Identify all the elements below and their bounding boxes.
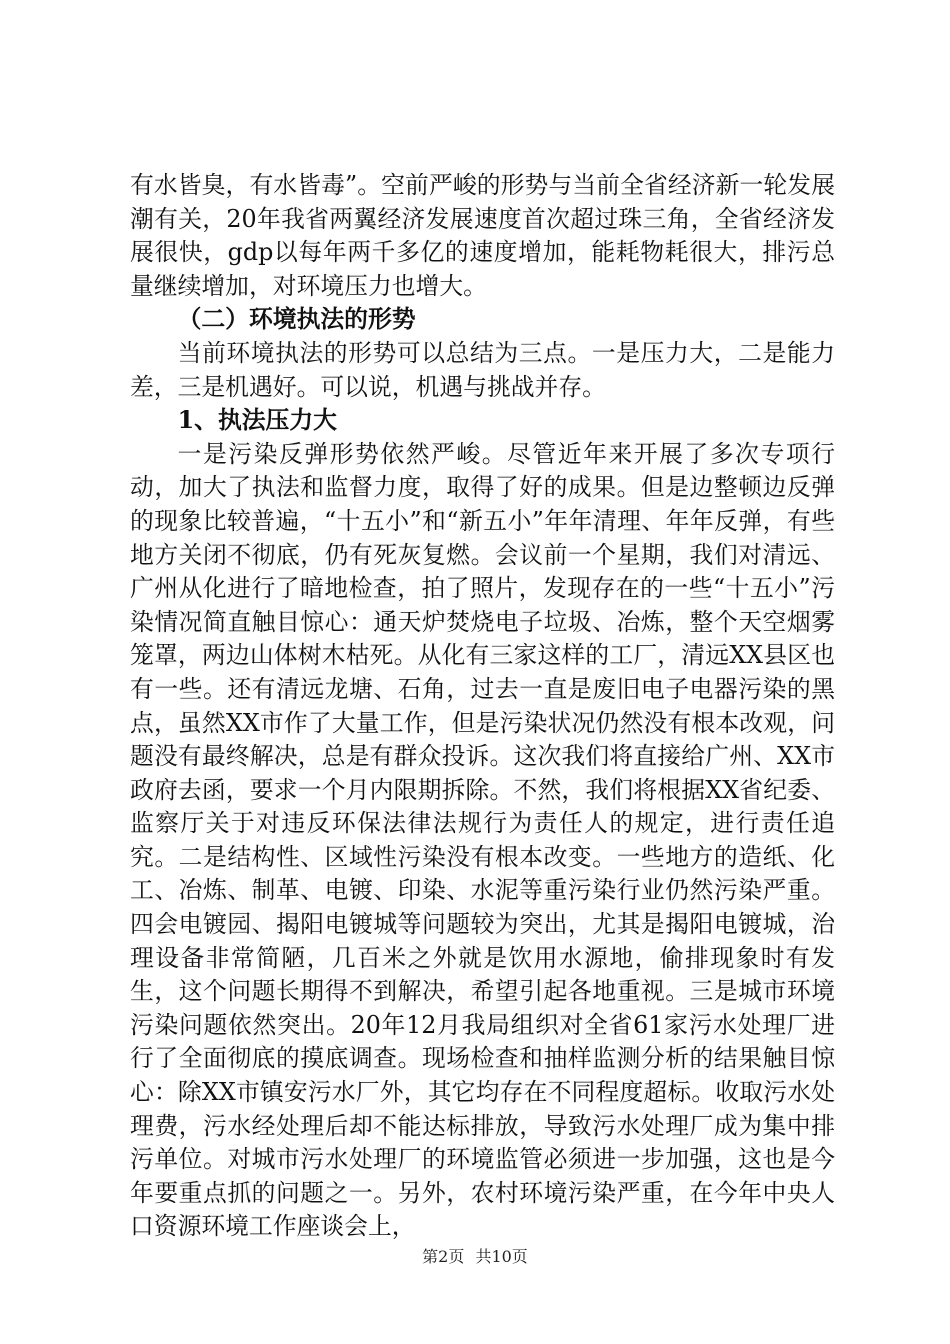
paragraph-pollution-details: 一是污染反弹形势依然严峻。尽管近年来开展了多次专项行动，加大了执法和监督力度，取得了好的成果。但是边整顿边反弹的现象比较普遍，“十五小”和“新五小”年年清理、年年反弹，有些地方关闭不彻底，仍有死灰复燃。会议前一个星期，我们对清远、广州从化进行了暗地检查，拍了照片，发现存在的一些“十五小”污染情况简直触目惊心：通天炉焚烧电子垃圾、冶炼，整个天空烟雾笼罩，两边山体树木枯死。从化有三家这样的工厂，清远XX县区也有一些。还有清远龙塘、石角，过去一直是废旧电子电器污染的黑点，虽然XX市作了大量工作，但是污染状况仍然没有根本改观，问题没有最终解决，总是有群众投诉。这次我们将直接给广州、XX市政府去函，要求一个月内限期拆除。不然，我们将根据XX省纪委、监察厅关于对违反环保法律法规行为责任人的规定，进行责任追究。二是结构性、区域性污染没有根本改变。一些地方的造纸、化工、冶炼、制革、电镀、印染、水泥等重污染行业仍然污染严重。四会电镀园、揭阳电镀城等问题较为突出，尤其是揭阳电镀城，治理设备非常简陋，几百米之外就是饮用水源地，偷排现象时有发生，这个问题长期得不到解决，希望引起各地重视。三是城市环境污染问题依然突出。20年12月我局组织对全省61家污水处理厂进行了全面彻底的摸底调查。现场检查和抽样监测分析的结果触目惊心：除XX市镇安污水厂外，其它均存在不同程度超标。收取污水处理费，污水经处理后却不能达标排放，导致污水处理厂成为集中排污单位。对城市污水处理厂的环境监管必须进一步加强，这也是今年要重点抓的问题之一。另外，农村环境污染严重，在今年中央人口资源环境工作座谈会上， [130,439,835,1241]
paragraph-summary: 当前环境执法的形势可以总结为三点。一是压力大，二是能力差，三是机遇好。可以说，机遇与挑战并存。 [130,338,835,401]
paragraph-continuation: 有水皆臭，有水皆毒”。空前严峻的形势与当前全省经济新一轮发展潮有关，20年我省两翼经济发展速度首次超过珠三角，全省经济发展很快，gdp以每年两千多亿的速度增加，能耗物耗很大，排污总量继续增加，对环境压力也增大。 [130,171,835,300]
subsection-heading-pressure: 1、执法压力大 [177,406,337,435]
section-heading-enforcement-situation: （二）环境执法的形势 [177,305,416,334]
document-body [130,169,835,1244]
page-number-footer: 第2页 共10页 [422,1247,528,1266]
